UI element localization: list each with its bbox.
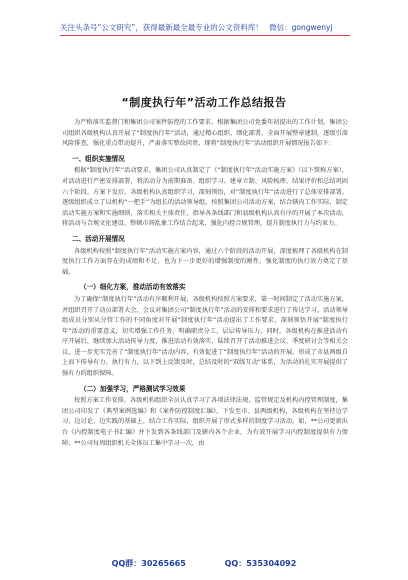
banner-wechat-text: 微信：gongwenyj [269,23,333,32]
subsection-body-strengthen-study: 按照方案工作安排，各级机构组织全员认真学习了各项法律法规、监管规定及机构内控管理制度，集团公司印发了《典型案例选编》和《案件防控制度汇编》，下发至市、县两级机构，各级机构在坚持边学习、边讨论、边实践的基础上，结合工作实际，组织开展了形式多样的制度学习活动。如，**公司更新出台《内控制度电子书汇编》并下发到各条线部门及辖内各个企业，为有效开展学习内控制度提供有力保障；**公司每周组织机关全体员工集中学习一次，由 [62,397,348,447]
footer-qq-contact: QQ：535304092 [224,559,297,568]
subsection-heading-refine-plan: （一）细化方案，推动活动有效落实 [80,283,186,292]
section-body-activities: 各级机构按照“制度执行年”活动实施方案内容，通过六个阶段的活动开展，深度梳理了各级机构在制度执行工作方面存在的成绩和不足，也为下一步更好的增强制度的刚性，强化制度的执行效力奠定了基础。 [62,247,348,276]
section-body-implementation: 根据“制度执行年”活动要求，集团公司认真制定了《“制度执行年”活动实施方案》（以下简称方案），对活动进行严密安排部署，将活动分为前期准备、组织学习、建章立制、风险梳理、结果评价和总结巩固六个阶段。方案下发后，各级机构认真组织学习，深刻领悟，对“制度执行年”活动进行了总体安排部署。逐级组织成立了以机构“一把手”为组长的活动领导组，按照集团公司活动方案，结合辖内工作实际，制定活动实施方案和实施细则，落实相关主体责任，指导各条线部门和县级机构认真有序的开展了本次活动，将活动与合规文化建设、整顿市场乱象工作结合起来，强化内控合规管理，提升制度执行力与约束力。 [62,167,348,228]
section-heading-activities: 二、活动开展情况 [72,234,125,243]
document-body [62,118,348,449]
document-title: “制度执行年”活动工作总结报告 [121,96,287,109]
banner-promo-text: 关注头条号“公文研究”，获得最新最全最专业的公文资料库！ [60,23,263,32]
subsection-body-refine-plan: 为了确保“制度执行年”活动有序顺利开展，各级机构按照方案要求，第一时间制定了活动实施方案，并组织召开了动员部署大会，会议对集团公司“制度执行年”活动的安排和要求进行了传达学习，活动领导组成员分别从分管工作的不同角度对开展“制度执行年”活动提出了工作要求，深刻领悟开展“制度执行年”活动的重要意义，切实增强工作任务，明确职责分工，层层传导压力。同时，各级机构在推进活动有序开展后，继续加大活动传导力度，推进活动有效落实，陆续召开了活动推进会议、季度研讨会等相关会议，进一步充实完善了“制度执行年”活动内容，有效促进了“制度执行年”活动的开展，形成了市县两级自上而下传导有力、执行有力，以下到上反馈及时，总结及时的“双线互动”体系，为活动的扎实开展提供了强有力的组织保障。 [62,295,348,378]
top-banner [60,22,350,36]
page-footer [0,558,408,569]
section-heading-implementation: 一、组织实施情况 [72,154,125,163]
intro-paragraph: 为严格落实监督门和集团公司案件防控的工作要求，根据集团公司党委年初提出的工作计划，集团公司组织各级机构认真开展了“制度执行年”活动，通过精心组织、细化部署、全面开展整章建制，逐级引深风险排查，强化重点带动提升，严肃落实整改问责，现将“制度执行年”活动组织开展情况报告如下： [62,119,348,148]
footer-qq-group: QQ群：30265665 [111,559,186,568]
subsection-heading-strengthen-study: （二）加强学习，严格测试学习效果 [80,384,186,393]
